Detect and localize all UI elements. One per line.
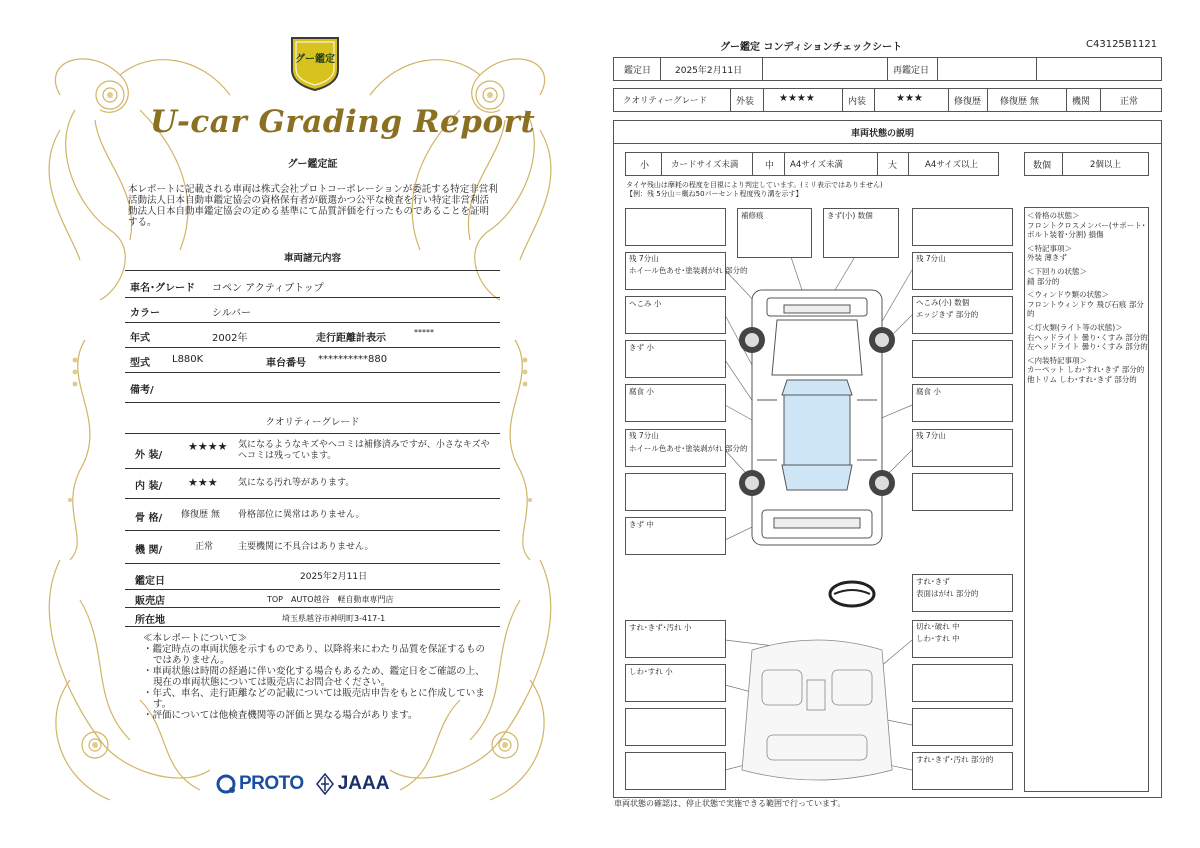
interior-label: 内 装/ [135,481,163,492]
sheet-code: C43125B1121 [1086,39,1158,50]
divider [125,347,500,348]
divider [613,143,1162,144]
address-label: 所在地 [135,615,165,626]
repair-label: 修復歴 [954,97,982,107]
note-line: ＜下回りの状態＞ [1027,266,1087,276]
label-interior-left1: すれ･きず･汚れ 小 [629,623,692,632]
callout-box [625,473,726,511]
note-line: ＜灯火類(ライト等の状態)＞ [1027,322,1123,332]
certificate-intro: 本レポートに記載される車両は株式会社プロトコーポレーションが委託する特定非営利活動法人日本自動車鑑定協会の資格保有者が厳選かつ公平な検査を行い特定非営利活動法人日本自動車鑑定協会の定める基準にて品質評価を行ったものであることを証明する。 [128,184,498,228]
year-label: 年式 [130,333,150,344]
label-corrosion-left: 腐食 小 [629,387,654,396]
note-item: ・評価については他検査機関等の評価と異なる場合があります。 [143,710,418,721]
callout-box [912,708,1013,746]
ext-stars: ★★★★ [779,93,815,104]
callout-box [625,708,726,746]
label-seat-tear: 切れ･破れ 中 [916,622,960,631]
exterior-label: 外 装/ [135,450,163,461]
label-wheel-fl: ホイール色あせ･塗装剥がれ 部分的 [629,266,748,275]
label-tire-rr: 残 7分山 [916,431,946,440]
cell-divider [661,152,662,176]
date-value: 2025年2月11日 [300,572,368,582]
script-title: U-car Grading Report [150,104,536,140]
label-tire-fr: 残 7分山 [916,254,946,263]
note-line: 外装 薄きず [1027,253,1067,263]
interior-stars: ★★★ [188,476,218,489]
size-large-desc: A4サイズ以上 [925,160,979,170]
cell-divider [887,57,888,81]
label-steering-peel: 表面はがれ 部分的 [916,589,979,598]
cell-divider [1062,152,1063,176]
cell-divider [987,88,988,112]
divider [125,433,500,434]
divider [125,563,500,564]
ext-label: 外装 [736,97,755,107]
remarks-label: 備考/ [130,385,154,396]
divider [125,372,500,373]
note-line: フロントクロスメンバー(サポート･ボルト装着･分割) 損傷 [1027,220,1146,240]
frame-label: 骨 格/ [135,513,163,524]
badge-label: グー鑑定 [295,54,335,65]
label-interior-left2: しわ･すれ 小 [629,667,673,676]
note-line: 錆 部分的 [1027,276,1060,286]
int-label: 内装 [848,97,867,107]
address-value: 埼玉県越谷市神明町3-417-1 [282,614,386,623]
note-line: ＜ウィンドウ類の状態＞ [1027,290,1110,300]
label-wheel-rl: ホイール色あせ･塗装剥がれ 部分的 [629,444,748,453]
label-small-scratches: きず(小) 数個 [827,211,873,220]
date-label: 鑑定日 [135,576,165,587]
divider [125,322,500,323]
interior-text: 気になる汚れ等があります。 [238,478,355,488]
count-desc: 2個以上 [1090,160,1121,170]
spec-section-title: 車両諸元内容 [283,253,341,264]
engine-value: 正常 [195,542,214,552]
color-label: カラー [130,308,160,319]
chassis-value: **********880 [318,354,388,365]
quality-section-title: クオリティーグレード [265,417,360,428]
condition-title: 車両状態の説明 [851,129,915,139]
frame-text: 骨格部位に異常はありません。 [238,510,365,520]
cell-divider [877,152,878,176]
cell-divider [763,88,764,112]
cell-divider [1036,57,1037,81]
cell-divider [908,152,909,176]
note-item: ・鑑定時点の車両状態を示すものであり、以降将来にわたり品質を保証するものではありません。 [143,644,486,666]
divider [125,498,500,499]
label-edge-scratch: エッジきず 部分的 [916,310,979,319]
note-line: 右ヘッドライト 曇り･くすみ 部分的 [1027,332,1148,342]
divider [125,626,500,627]
note-line: フロントウィンドウ 飛び石痕 部分的 [1027,299,1144,319]
divider [125,468,500,469]
cell-divider [660,57,661,81]
note-line: カーペット しわ･すれ･きず 部分的 [1027,365,1145,375]
note-line: 左ヘッドライト 曇り･くすみ 部分的 [1027,342,1148,352]
proto-mark-icon [215,773,237,795]
int-stars: ★★★ [896,93,923,104]
engine-value-sheet: 正常 [1120,97,1139,107]
label-dents-right: へこみ(小) 数個 [916,298,970,307]
model-value: L880K [172,354,204,365]
divider [125,270,500,271]
tire-example: 【例：残 5分山＝概ね50パーセント程度残り溝を示す】 [626,190,803,198]
tire-note: タイヤ残山は摩耗の程度を目視により判定しています。(ミリ表示ではありません) [626,181,883,189]
callout-box [912,208,1013,246]
engine-text: 主要機関に不具合はありません。 [238,542,374,552]
model-label: 型式 [130,358,150,369]
label-tire-fl: 残 7分山 [629,254,659,263]
divider [125,589,500,590]
note-line: 他トリム しわ･すれ･きず 部分的 [1027,374,1137,384]
exterior-text: 気になるようなキズやヘコミは補修済みですが、小さなキズやヘコミは残っています。 [238,440,490,461]
cell-divider [937,57,938,81]
mileage-label: 走行距離計表示 [316,333,386,344]
quality-grade-label: クオリティーグレード [623,96,708,106]
sheet-date-value: 2025年2月11日 [675,66,743,76]
label-dent-left: へこみ 小 [629,299,662,308]
name-value: コペン アクティブトップ [212,283,324,294]
note-line: ＜内装特記事項＞ [1027,355,1087,365]
jaaa-wordmark: JAAA [337,773,390,794]
size-mid-desc: A4サイズ未満 [790,160,844,170]
condition-notes [1027,211,1151,385]
label-corrosion-right: 腐食 小 [916,387,941,396]
shop-value: TOP AUTO越谷 軽自動車専門店 [267,595,394,604]
callout-box [912,340,1013,378]
label-seat-wrinkle: しわ･すれ 中 [916,634,960,643]
cell-divider [842,88,843,112]
cell-divider [784,152,785,176]
size-mid: 中 [765,161,775,171]
repair-value: 修復歴 無 [1000,97,1039,107]
jaaa-logo [316,773,390,795]
cell-divider [762,57,763,81]
engine-label-sheet: 機関 [1072,97,1091,107]
cell-divider [1100,88,1101,112]
note-item: ・年式、車名、走行距離などの記載については販売店申告をもとに作成しています。 [143,688,485,710]
label-steering-scuff: すれ･きず [916,577,950,586]
cell-divider [948,88,949,112]
notes-title: ≪本レポートについて≫ [143,633,248,644]
shop-label: 販売店 [135,596,165,607]
callout-box [625,208,726,246]
mileage-value: ***** [414,328,434,337]
divider [125,402,500,403]
reinspect-label: 再鑑定日 [893,66,930,76]
cell-divider [752,152,753,176]
note-line: ＜骨格の状態＞ [1027,211,1080,220]
cell-divider [730,88,731,112]
callout-box [625,752,726,790]
label-scratch-left: きず 小 [629,343,654,352]
callout-box [912,473,1013,511]
certificate-heading: グー鑑定証 [287,159,338,170]
divider [125,607,500,608]
note-line: ＜特記事項＞ [1027,243,1072,253]
size-large: 大 [888,161,898,171]
jaaa-mark-icon [316,773,334,795]
sheet-footer: 車両状態の確認は、停止状態で実施できる範囲で行っています。 [614,799,846,808]
proto-wordmark: PROTO [239,773,304,794]
footer-logos [215,772,389,796]
year-value: 2002年 [212,333,248,344]
engine-label: 機 関/ [135,545,163,556]
name-label: 車名･グレード [130,283,195,294]
chassis-label: 車台番号 [266,358,306,369]
proto-logo [215,773,304,795]
sheet-date-label: 鑑定日 [624,66,652,76]
note-item: ・車両状態は時間の経過に伴い変化する場合もあるため、鑑定日をご確認の上、現在の車両状態については販売店にお問合せください。 [143,666,485,688]
divider [125,530,500,531]
size-small: 小 [640,161,650,171]
color-value: シルバー [212,308,252,319]
divider [125,297,500,298]
label-repair-mark: 補修痕 [741,211,764,220]
cell-divider [1066,88,1067,112]
label-interior-right5: すれ･きず･汚れ 部分的 [916,755,994,764]
callout-box [912,664,1013,702]
count-label: 数個 [1033,161,1052,171]
sheet-title: グー鑑定 コンディションチェックシート [720,42,903,53]
frame-value: 修復歴 無 [181,510,220,520]
exterior-stars: ★★★★ [188,440,228,453]
size-small-desc: カードサイズ未満 [671,160,739,170]
report-notes [143,633,493,721]
label-tire-rl: 残 7分山 [629,431,659,440]
cell-divider [874,88,875,112]
label-scratch-rear: きず 中 [629,520,654,529]
